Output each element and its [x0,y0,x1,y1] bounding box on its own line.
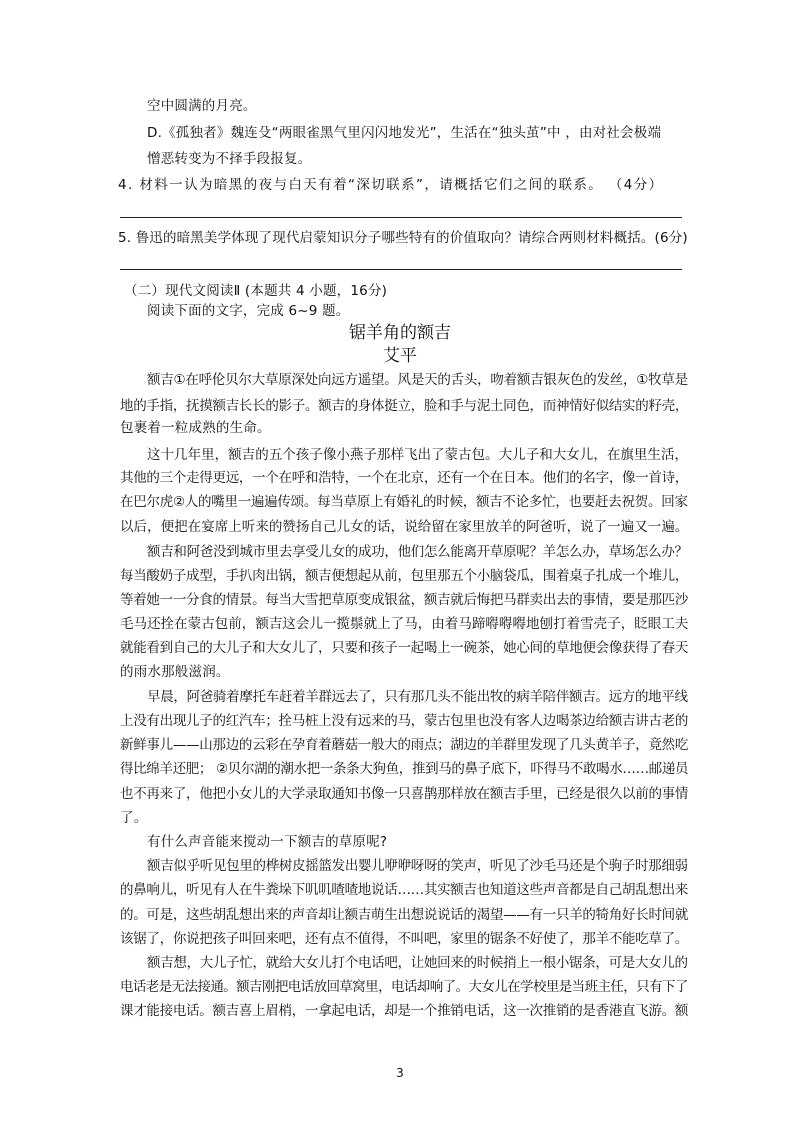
option-d-line2: 憎恶转变为不择手段报复。 [147,151,312,167]
body-line: 电话老是无法接通。额吉刚把电话放回草窝里，电话却响了。大女儿在学校里是当班主任，只有下了 [120,979,688,995]
body-line: 的鼻响儿，听见有人在牛粪垛下叽叽喳喳地说话……其实额吉也知道这些声音都是自己胡乱想出来 [120,882,689,898]
body-line: 就能看到自己的大儿子和大女儿了，只要和孩子一起喝上一碗茶，她心间的草地便会像获得了春天 [120,640,689,656]
body-line: 额吉似乎听见包里的桦树皮摇篮发出婴儿咿咿呀呀的笑声，听见了沙毛马还是个驹子时那细弱 [147,858,688,874]
option-c-tail: 空中圆满的月亮。 [147,98,257,114]
body-line: 这十几年里，额吉的五个孩子像小燕子那样飞出了蒙古包。大儿子和大女儿，在旗里生活， [147,447,688,463]
body-line: 在巴尔虎②人的嘴里一遍遍传颂。每当草原上有婚礼的时候，额吉不论多忙，也要赶去祝贺。回家 [120,494,688,510]
body-line: 得比绵羊还肥； ②贝尔湖的潮水把一条条大狗鱼，推到马的鼻子底下，吓得马不敢喝水……邮递员 [120,761,689,777]
body-line: 其他的三个走得更远，一个在呼和浩特，一个在北京，还有一个在日本。他们的名字，像一首诗， [120,470,689,486]
section-instruction: 阅读下面的文字，完成 6~9 题。 [147,303,350,319]
body-line: 了。 [120,810,148,826]
body-line: 以后，便把在宴席上听来的赞扬自己儿女的话，说给留在家里放羊的阿爸听，说了一遍又一遍。 [120,519,689,535]
body-line: 也不再来了，他把小女儿的大学录取通知书像一只喜鹊那样放在额吉手里，已经是很久以前的事情 [120,786,689,802]
body-line: 等着她一一分食的情景。每当大雪把草原变成银盆，额吉就后悔把马群卖出去的事情，要是那匹沙 [120,592,689,608]
body-line: 额吉和阿爸没到城市里去享受儿女的成功，他们怎么能离开草原呢？羊怎么办，草场怎么办？ [147,544,688,560]
body-line: 早晨，阿爸骑着摩托车赶着羊群远去了，只有那几头不能出牧的病羊陪伴额吉。远方的地平线 [147,689,688,705]
body-line: 上没有出现儿子的红汽车；拴马桩上没有远来的马，蒙古包里也没有客人边喝茶边给额吉讲古老的 [120,713,689,729]
body-line: 有什么声音能来搅动一下额吉的草原呢? [147,834,388,850]
question-5: 5. 鲁迅的暗黑美学体现了现代启蒙知识分子哪些特有的价值取向？请综合两则材料概括。(6分) [118,230,688,246]
section-heading: （二）现代文阅读Ⅱ (本题共 4 小题，16分) [124,283,388,299]
article-title: 锯羊角的额吉 [349,323,451,343]
answer-line-q5 [120,269,682,270]
question-4: 4. 材料一认为暗黑的夜与白天有着“深切联系”，请概括它们之间的联系。 （4分） [118,177,664,193]
body-line: 每当酸奶子成型，手扒肉出锅，额吉便想起从前，包里那五个小脑袋瓜，围着桌子扎成一个堆儿， [120,568,689,584]
body-line: 地的手指，抚摸额吉长长的影子。额吉的身体挺立，脸和手与泥土同色，而神情好似结实的籽壳， [120,398,689,414]
body-line: 额吉①在呼伦贝尔大草原深处向远方遥望。风是天的舌头，吻着额吉银灰色的发丝，①牧草是 [147,372,688,388]
body-line: 课才能接电话。额吉喜上眉梢，一拿起电话，却是一个推销电话，这一次推销的是香港直飞游。额 [120,1003,689,1019]
answer-line-q4 [120,217,682,218]
article-author: 艾平 [383,346,417,366]
page-number: 3 [396,1066,404,1080]
body-line: 包裹着一粒成熟的生命。 [120,420,271,436]
body-line: 该锯了，你说把孩子叫回来吧，还有点不值得，不叫吧，家里的锯条不好使了，那羊不能吃草了。 [120,931,689,947]
body-line: 的。可是，这些胡乱想出来的声音却让额吉萌生出想说说话的渴望——有一只羊的犄角好长时间就 [120,907,689,923]
body-line: 额吉想，大儿子忙，就给大女儿打个电话吧，让她回来的时候捎上一根小锯条，可是大女儿的 [147,955,688,971]
body-line: 毛马还拴在蒙古包前，额吉这会儿一揽鬃就上了马，由着马蹄嘚嘚嘚地刨打着雪壳子，眨眼工夫 [120,616,689,632]
body-line: 的雨水那般滋润。 [120,664,230,680]
option-d-line1: D.《孤独者》魏连殳“两眼雀黑气里闪闪地发光”，生活在“独头茧”中 ，由对社会极端 [147,125,662,141]
body-line: 新鲜事儿——山那边的云彩在孕育着蘑菇一般大的雨点；湖边的羊群里发现了几头黄羊子，竟然吃 [120,737,689,753]
